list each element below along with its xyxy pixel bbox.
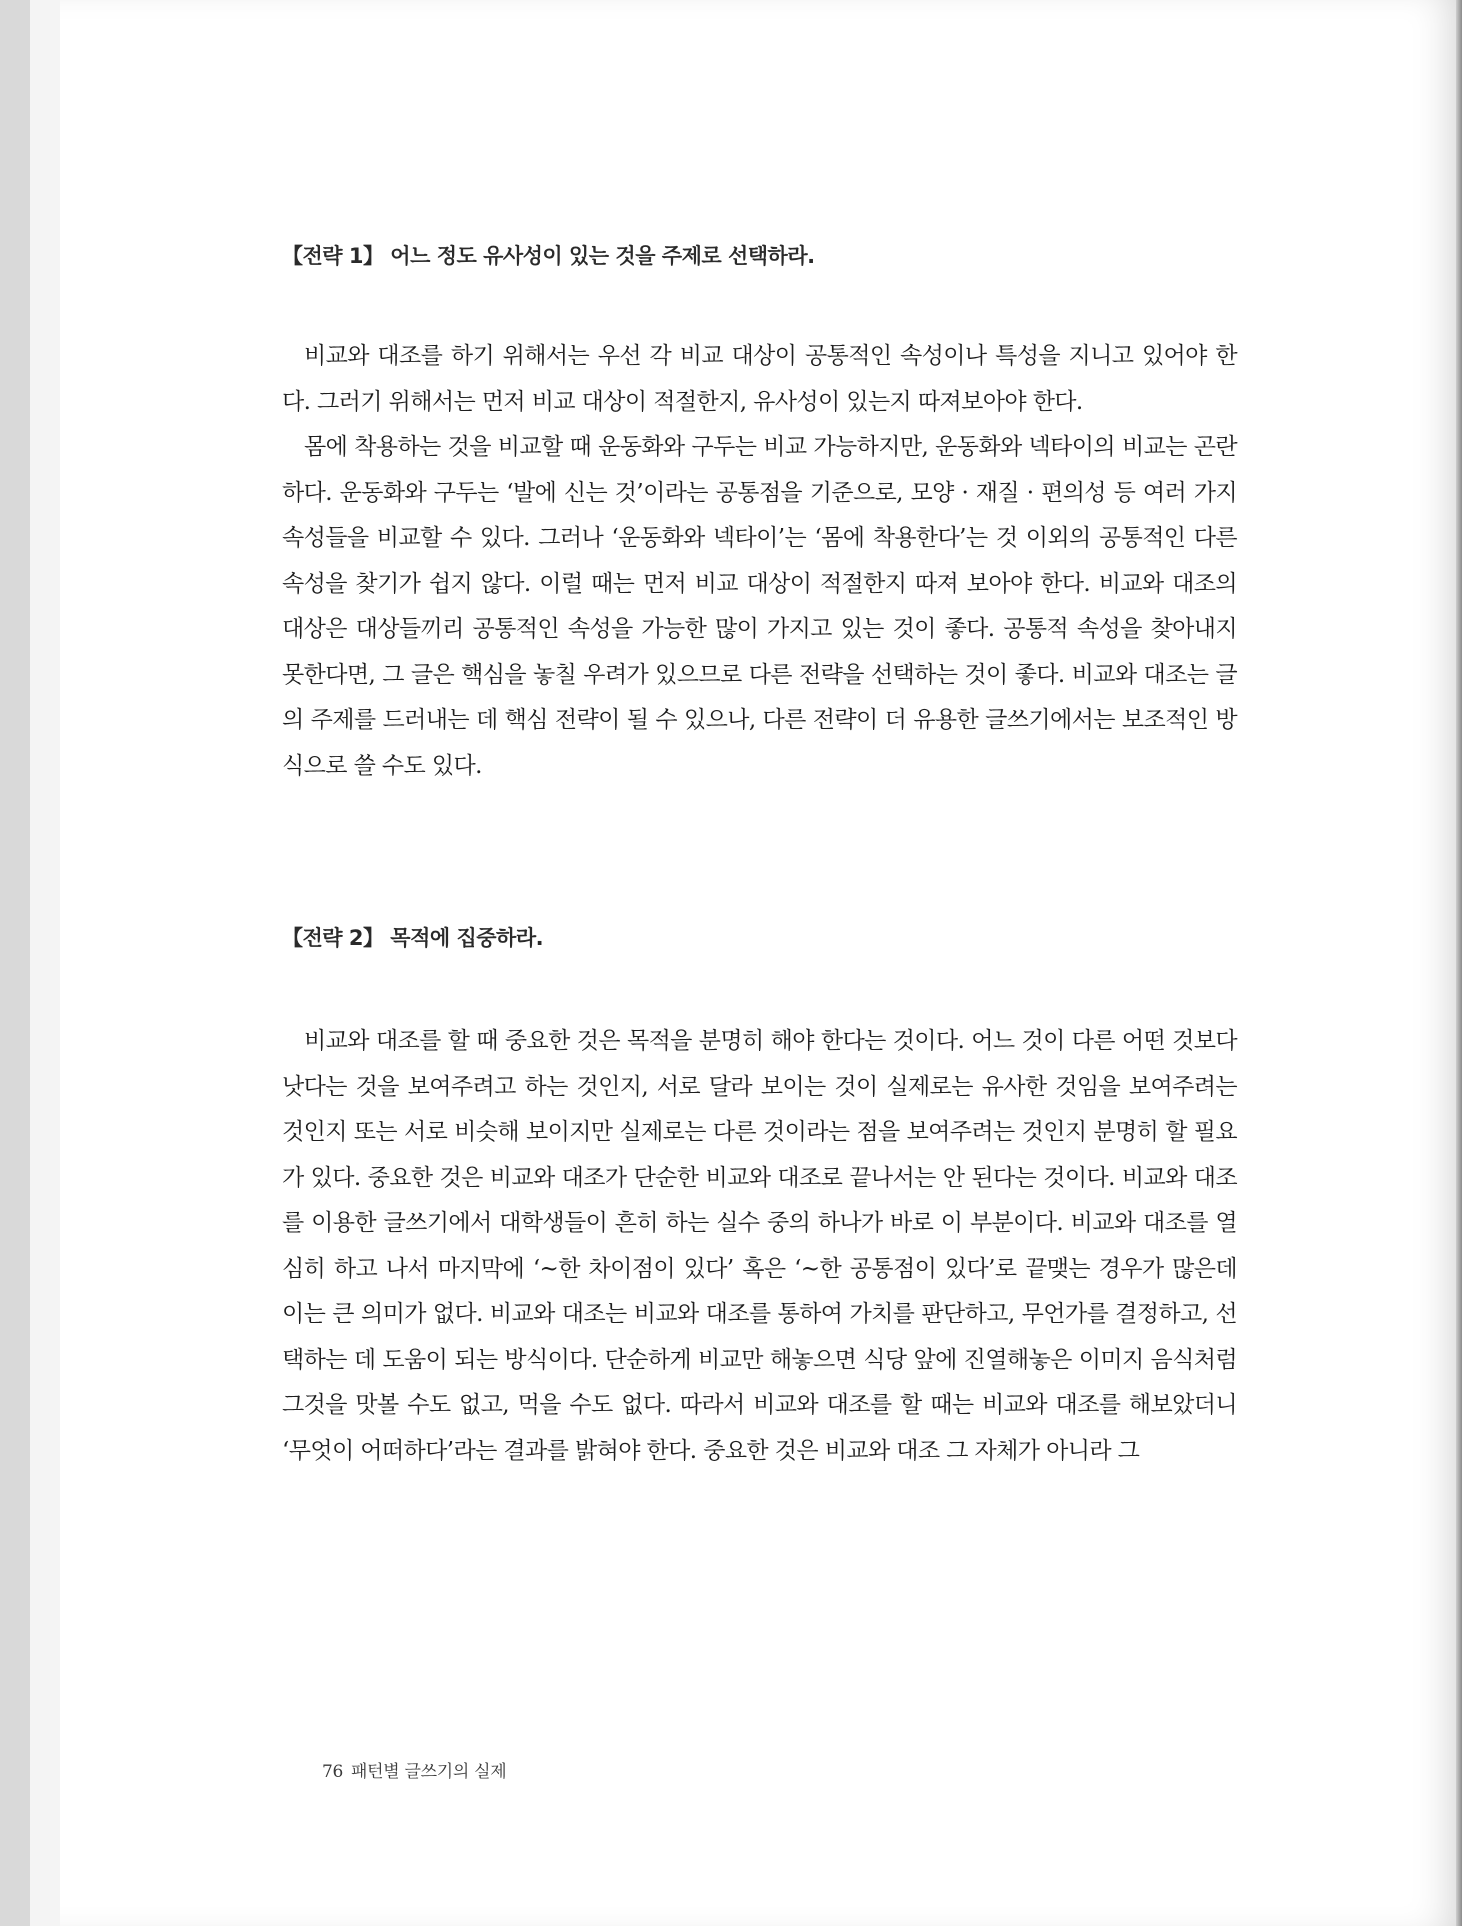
running-title: 패턴별 글쓰기의 실제 [351, 1762, 507, 1782]
page-content [282, 236, 1237, 1474]
section-2-body [282, 1019, 1237, 1474]
book-page [60, 0, 1462, 1926]
page-right-edge [1456, 0, 1462, 1926]
section-2-heading: 【전략 2】 목적에 집중하라. [282, 926, 544, 950]
page-number: 76 [322, 1762, 344, 1782]
section-1-paragraph-2: 몸에 착용하는 것을 비교할 때 운동화와 구두는 비교 가능하지만, 운동화와 넥타이의 비교는 곤란하다. 운동화와 구두는 ‘발에 신는 것’이라는 공통점을 기준으로, 모양 · 재질 · 편의성 등 여러 가지 속성들을 비교할 수 있다. 그러나 ‘운동화와 넥타이’는 ‘몸에 착용한다’는 것 이외의 공통적인 다른 속성을 찾기가 쉽지 않다. 이럴 때는 먼저 비교 대상이 적절한지 따져 보아야 한다. 비교와 대조의 대상은 대상들끼리 공통적인 속성을 가능한 많이 가지고 있는 것이 좋다. 공통적 속성을 찾아내지 못한다면, 그 글은 핵심을 놓칠 우려가 있으므로 다른 전략을 선택하는 것이 좋다. 비교와 대조는 글의 주제를 드러내는 데 핵심 전략이 될 수 있으나, 다른 전략이 더 유용한 글쓰기에서는 보조적인 방식으로 쓸 수도 있다. [282, 434, 1237, 779]
page-footer [322, 1757, 506, 1782]
section-2-paragraph-1: 비교와 대조를 할 때 중요한 것은 목적을 분명히 해야 한다는 것이다. 어느 것이 다른 어떤 것보다 낫다는 것을 보여주려고 하는 것인지, 서로 달라 보이는 것이 실제로는 유사한 것임을 보여주려는 것인지 또는 서로 비슷해 보이지만 실제로는 다른 것이라는 점을 보여주려는 것인지 분명히 할 필요가 있다. 중요한 것은 비교와 대조가 단순한 비교와 대조로 끝나서는 안 된다는 것이다. 비교와 대조를 이용한 글쓰기에서 대학생들이 흔히 하는 실수 중의 하나가 바로 이 부분이다. 비교와 대조를 열심히 하고 나서 마지막에 ‘~한 차이점이 있다’ 혹은 ‘~한 공통점이 있다’로 끝맺는 경우가 많은데 이는 큰 의미가 없다. 비교와 대조는 비교와 대조를 통하여 가치를 판단하고, 무언가를 결정하고, 선택하는 데 도움이 되는 방식이다. 단순하게 비교만 해놓으면 식당 앞에 진열해놓은 이미지 음식처럼 그것을 맛볼 수도 없고, 먹을 수도 없다. 따라서 비교와 대조를 할 때는 비교와 대조를 해보았더니 ‘무엇이 어떠하다’라는 결과를 밝혀야 한다. 중요한 것은 비교와 대조 그 자체가 아니라 그 [282, 1028, 1237, 1464]
section-1-heading: 【전략 1】 어느 정도 유사성이 있는 것을 주제로 선택하라. [282, 244, 815, 268]
section-1-paragraph-1: 비교와 대조를 하기 위해서는 우선 각 비교 대상이 공통적인 속성이나 특성을 지니고 있어야 한다. 그러기 위해서는 먼저 비교 대상이 적절한지, 유사성이 있는지 따져보아야 한다. [282, 343, 1237, 415]
section-1-body [282, 334, 1237, 789]
